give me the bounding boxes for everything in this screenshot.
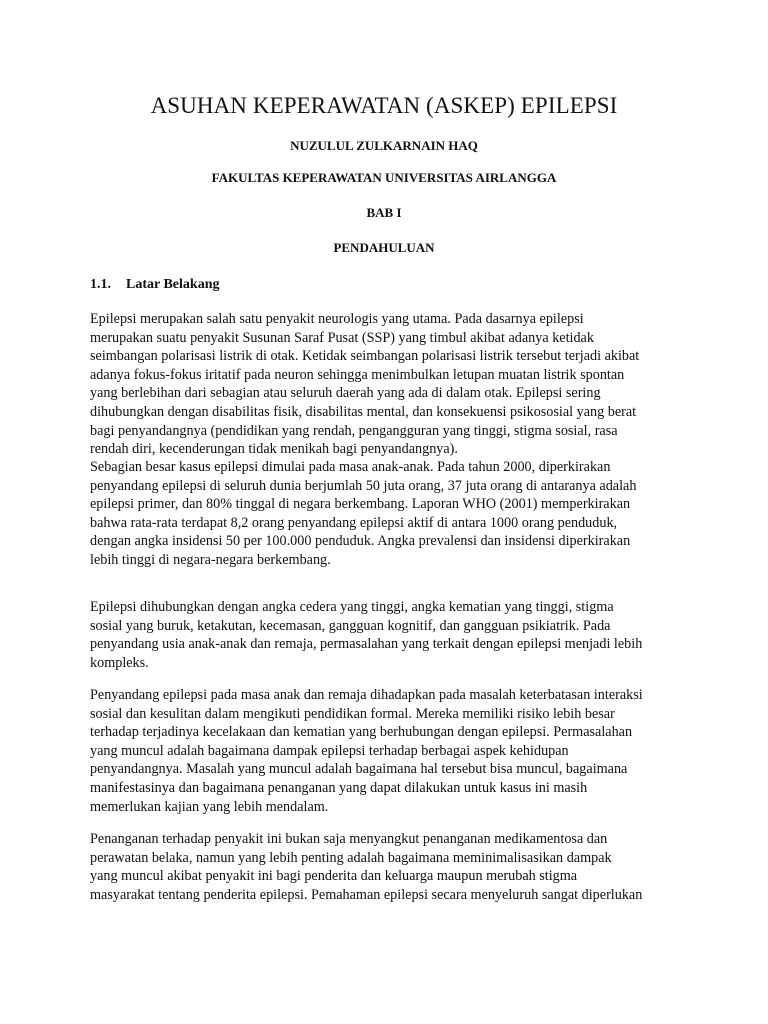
paragraph-line: dengan angka insidensi 50 per 100.000 penduduk. Angka prevalensi dan insidensi diperkirakan — [90, 533, 631, 550]
paragraph-line: rendah diri, kecenderungan tidak menikah bagi penyandangnya). — [90, 441, 458, 458]
paragraph-line: sosial yang buruk, ketakutan, kecemasan, gangguan kognitif, dan gangguan psikiatrik. Pada — [90, 617, 611, 634]
paragraph-2 — [90, 458, 690, 570]
paragraph-5 — [90, 830, 690, 904]
paragraph-line: yang muncul adalah bagaimana dampak epilepsi terhadap berbagai aspek kehidupan — [90, 742, 569, 759]
paragraph-1 — [90, 310, 690, 459]
section-heading — [90, 276, 219, 294]
section-title: Latar Belakang — [126, 277, 220, 292]
paragraph-line: terhadap terjadinya kecelakaan dan kematian yang berhubungan dengan epilepsi. Permasalahan — [90, 724, 633, 741]
paragraph-line: Sebagian besar kasus epilepsi dimulai pada masa anak-anak. Pada tahun 2000, diperkirakan — [90, 459, 611, 475]
paragraph-line: dihubungkan dengan disabilitas fisik, disabilitas mental, dan konsekuensi psikososial yang berat — [90, 403, 637, 420]
paragraph-line: lebih tinggi di negara-negara berkembang. — [90, 551, 331, 568]
paragraph-line: adanya fokus-fokus iritatif pada neuron sehingga menimbulkan letupan muatan listrik spontan — [90, 366, 625, 383]
paragraph-line: penyandang epilepsi di seluruh dunia berjumlah 50 juta orang, 37 juta orang di antaranya adalah — [90, 477, 637, 494]
paragraph-line: Epilepsi dihubungkan dengan angka cedera yang tinggi, angka kematian yang tinggi, stigma — [90, 599, 614, 615]
paragraph-line: seimbangan polarisasi listrik di otak. Ketidak seimbangan polarisasi listrik tersebut terjadi akibat — [90, 348, 640, 365]
paragraph-3 — [90, 598, 690, 672]
author-name: NUZULUL ZULKARNAIN HAQ — [290, 138, 478, 153]
paragraph-line: Penanganan terhadap penyakit ini bukan saja menyangkut penanganan medikamentosa dan — [90, 831, 608, 847]
chapter-title: PENDAHULUAN — [333, 240, 435, 255]
paragraph-line: manifestasinya dan bagaimana penanganan yang dapat dilakukan untuk kasus ini masih — [90, 779, 588, 796]
paragraph-line: memerlukan kajian yang lebih mendalam. — [90, 798, 329, 815]
paragraph-line: kompleks. — [90, 654, 149, 671]
section-number: 1.1. — [90, 277, 111, 292]
paragraph-line: bagi penyandangnya (pendidikan yang rendah, pengangguran yang tinggi, stigma sosial, rasa — [90, 422, 618, 439]
paragraph-line: yang muncul akibat penyakit ini bagi penderita dan keluarga maupun merubah stigma — [90, 868, 578, 885]
paragraph-line: yang berlebihan dari sebagian atau seluruh daerah yang ada di dalam otak. Epilepsi sering — [90, 385, 601, 402]
paragraph-line: penyandangnya. Masalah yang muncul adalah bagaimana hal tersebut bisa muncul, bagaimana — [90, 761, 628, 778]
paragraph-line: sosial dan kesulitan dalam mengikuti pendidikan formal. Mereka memiliki risiko lebih besar — [90, 705, 615, 722]
paragraph-line: penyandang usia anak-anak dan remaja, permasalahan yang terkait dengan epilepsi menjadi lebih — [90, 636, 643, 653]
paragraph-line: bahwa rata-rata terdapat 8,2 orang penyandang epilepsi aktif di antara 1000 orang penduduk, — [90, 514, 618, 531]
paragraph-line: merupakan suatu penyakit Susunan Saraf Pusat (SSP) yang timbul akibat adanya ketidak — [90, 329, 594, 346]
paragraph-line: Penyandang epilepsi pada masa anak dan remaja dihadapkan pada masalah keterbatasan interaksi — [90, 687, 643, 703]
paragraph-line: epilepsi primer, dan 80% tinggal di negara berkembang. Laporan WHO (2001) memperkirakan — [90, 496, 631, 513]
document-title: ASUHAN KEPERAWATAN (ASKEP) EPILEPSI — [150, 93, 618, 118]
faculty-name: FAKULTAS KEPERAWATAN UNIVERSITAS AIRLANGGA — [211, 170, 557, 185]
paragraph-line: Epilepsi merupakan salah satu penyakit neurologis yang utama. Pada dasarnya epilepsi — [90, 311, 584, 327]
paragraph-4 — [90, 686, 690, 816]
chapter-number: BAB I — [366, 205, 402, 220]
paragraph-line: masyarakat tentang penderita epilepsi. Pemahaman epilepsi secara menyeluruh sangat diperlukan — [90, 886, 643, 903]
paragraph-line: perawatan belaka, namun yang lebih penting adalah bagaimana meminimalisasikan dampak — [90, 849, 612, 866]
